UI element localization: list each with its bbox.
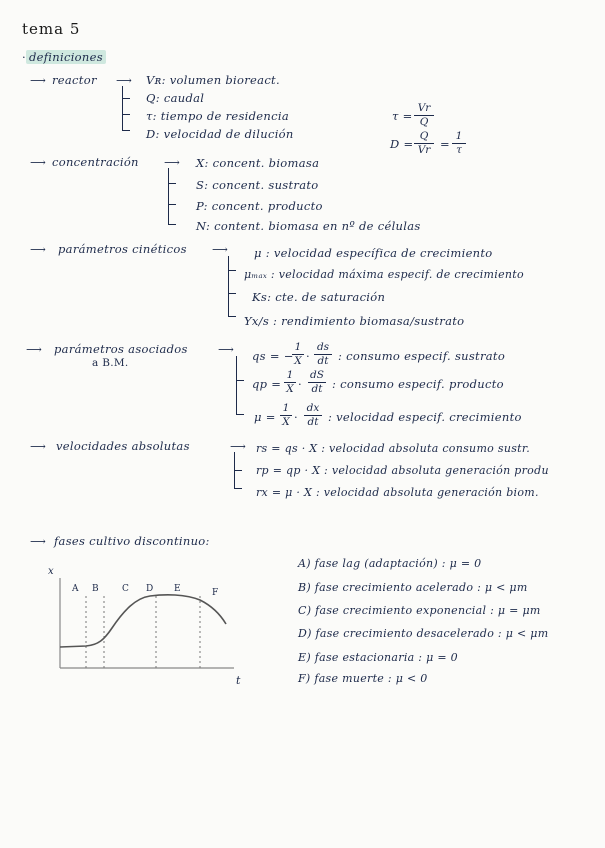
frac-num: ds bbox=[316, 341, 330, 353]
frac-num: 1 bbox=[286, 369, 294, 381]
fase-item: A) fase lag (adaptación) : μ = 0 bbox=[298, 557, 482, 570]
arrow-icon: ⟶ bbox=[30, 243, 46, 256]
parametros-cineticos-label: parámetros cinéticos bbox=[58, 242, 187, 256]
reactor-item: τ: tiempo de residencia bbox=[146, 109, 289, 123]
reactor-item: Vʀ: volumen bioreact. bbox=[146, 73, 280, 87]
bm-eq-lhs: μ = bbox=[254, 410, 276, 424]
phase-label-f: F bbox=[212, 588, 219, 598]
fase-item: C) fase crecimiento exponencial : μ = μm bbox=[298, 604, 541, 617]
arrow-icon: ⟶ bbox=[30, 156, 46, 169]
parametros-bm-label: parámetros asociados bbox=[54, 342, 188, 356]
velocidad-item: rs = qs · X : velocidad absoluta consumo sustr. bbox=[256, 442, 531, 455]
definiciones-label: definiciones bbox=[26, 50, 106, 64]
concentracion-item: X: concent. biomasa bbox=[196, 156, 320, 170]
bm-eq-desc: : consumo especif. sustrato bbox=[338, 349, 506, 363]
fase-item: B) fase crecimiento acelerado : μ < μm bbox=[298, 581, 528, 594]
phase-label-c: C bbox=[122, 584, 130, 594]
fases-label: fases cultivo discontinuo: bbox=[54, 534, 210, 548]
eq-d-den: Vr bbox=[417, 144, 431, 156]
velocidades-label: velocidades absolutas bbox=[56, 439, 190, 453]
frac-num: dx bbox=[306, 402, 320, 414]
phase-label-e: E bbox=[174, 584, 181, 594]
eq-tau-num: Vr bbox=[417, 102, 431, 114]
eq-d-equals: = bbox=[440, 137, 450, 151]
graph-x-label: t bbox=[236, 674, 241, 687]
cinetico-item: μ : velocidad específica de crecimiento bbox=[254, 246, 493, 260]
reactor-item: D: velocidad de dilución bbox=[146, 127, 294, 141]
phase-label-d: D bbox=[146, 584, 154, 594]
eq-tau-den: Q bbox=[419, 116, 429, 128]
cinetico-item: Ks: cte. de saturación bbox=[252, 290, 386, 304]
arrow-icon: ⟶ bbox=[30, 74, 46, 87]
definiciones-heading: · definiciones bbox=[22, 50, 106, 64]
fase-item: D) fase crecimiento desacelerado : μ < μm bbox=[298, 627, 549, 640]
frac-den: X bbox=[294, 355, 302, 367]
cinetico-item: Yx/s : rendimiento biomasa/sustrato bbox=[244, 314, 465, 328]
eq-d-num: Q bbox=[419, 130, 429, 142]
frac-num: 1 bbox=[294, 341, 302, 353]
phase-label-b: B bbox=[92, 584, 99, 594]
bm-eq-desc: : velocidad especif. crecimiento bbox=[328, 410, 522, 424]
eq-d-num2: 1 bbox=[455, 130, 463, 142]
graph-y-label: x bbox=[48, 566, 54, 577]
eq-d-lhs: D = bbox=[390, 137, 414, 151]
arrow-icon: ⟶ bbox=[212, 243, 228, 256]
velocidad-item: rp = qp · X : velocidad absoluta generación produ bbox=[256, 464, 549, 477]
frac-den: dt bbox=[317, 355, 329, 367]
bm-eq-lhs: qs = − bbox=[252, 349, 294, 363]
fase-item: F) fase muerte : μ < 0 bbox=[298, 672, 428, 685]
frac-num: 1 bbox=[282, 402, 290, 414]
arrow-icon: ⟶ bbox=[30, 535, 46, 548]
arrow-icon: ⟶ bbox=[30, 440, 46, 453]
cinetico-item: μₘₐₓ : velocidad máxima especif. de crecimiento bbox=[244, 268, 524, 281]
eq-d-den2: τ bbox=[456, 144, 462, 156]
arrow-icon: ⟶ bbox=[116, 74, 132, 87]
frac-num: dS bbox=[310, 369, 324, 381]
bm-eq-lhs: qp = bbox=[252, 377, 282, 391]
arrow-icon: ⟶ bbox=[164, 156, 180, 169]
reactor-item: Q: caudal bbox=[146, 91, 205, 105]
velocidad-item: rx = μ · X : velocidad absoluta generación biom. bbox=[256, 486, 539, 499]
concentracion-label: concentración bbox=[52, 155, 139, 169]
eq-tau-lhs: τ = bbox=[392, 109, 413, 123]
frac-den: dt bbox=[307, 416, 319, 428]
frac-den: dt bbox=[311, 383, 323, 395]
concentracion-item: S: concent. sustrato bbox=[196, 178, 319, 192]
phase-dividers bbox=[86, 596, 200, 668]
concentracion-item: P: concent. producto bbox=[196, 199, 323, 213]
arrow-icon: ⟶ bbox=[218, 343, 234, 356]
arrow-icon: ⟶ bbox=[230, 440, 246, 453]
arrow-icon: ⟶ bbox=[26, 343, 42, 356]
parametros-bm-label2: a B.M. bbox=[92, 357, 129, 369]
bm-eq-desc: : consumo especif. producto bbox=[332, 377, 504, 391]
fase-item: E) fase estacionaria : μ = 0 bbox=[298, 651, 458, 664]
growth-curve bbox=[60, 595, 226, 647]
reactor-label: reactor bbox=[52, 73, 97, 87]
frac-den: X bbox=[286, 383, 294, 395]
page-title: tema 5 bbox=[22, 20, 81, 38]
frac-den: X bbox=[282, 416, 290, 428]
concentracion-item: N: content. biomasa en nº de células bbox=[196, 219, 421, 233]
phase-label-a: A bbox=[72, 584, 79, 594]
